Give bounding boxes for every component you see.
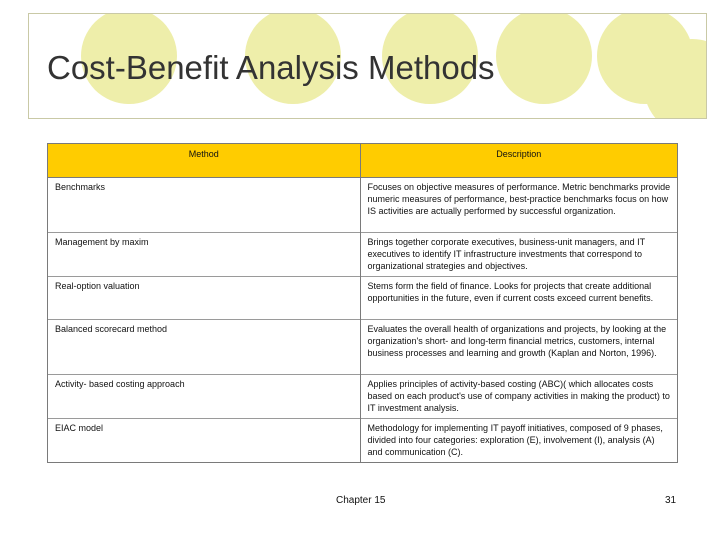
table-row (48, 419, 677, 463)
description-cell: Stems form the field of finance. Looks for projects that create additional opportunities in the future, even if current costs exceed current benefits. (360, 277, 677, 320)
method-cell: EIAC model (48, 419, 360, 463)
footer-chapter: Chapter 15 (336, 495, 386, 506)
slide-title: Cost-Benefit Analysis Methods (47, 49, 495, 86)
column-header-description: Description (360, 144, 677, 178)
table-row (48, 277, 677, 320)
method-cell: Management by maxim (48, 233, 360, 277)
methods-table (47, 143, 678, 463)
table-row (48, 178, 677, 233)
description-cell: Evaluates the overall health of organizations and projects, by looking at the organization's short- and long-term financial metrics, customers, internal business processes and learning and growth (Kaplan and Norton, 1996). (360, 320, 677, 375)
page-number: 31 (665, 495, 677, 506)
table-row (48, 320, 677, 375)
description-cell: Methodology for implementing IT payoff initiatives, composed of 9 phases, divided into four categories: exploration (E), involvement (I), analysis (A) and communication (C). (360, 419, 677, 463)
description-cell: Brings together corporate executives, business-unit managers, and IT executives to identify IT infrastructure investments that correspond to organizational strategies and objectives. (360, 233, 677, 277)
method-cell: Benchmarks (48, 178, 360, 233)
table-row (48, 375, 677, 419)
column-header-method: Method (48, 144, 360, 178)
method-cell: Activity- based costing approach (48, 375, 360, 419)
table-header-row (48, 144, 677, 178)
table-row (48, 233, 677, 277)
decorative-circle (496, 13, 592, 104)
description-cell: Focuses on objective measures of performance. Metric benchmarks provide numeric measures of performance, best-practice benchmarks focus on how IS activities are actually performed by successful organization. (360, 178, 677, 233)
method-cell: Balanced scorecard method (48, 320, 360, 375)
description-cell: Applies principles of activity-based costing (ABC)( which allocates costs based on each product's use of company activities in making the product) to IT investment analysis. (360, 375, 677, 419)
title-frame (28, 13, 707, 119)
method-cell: Real-option valuation (48, 277, 360, 320)
